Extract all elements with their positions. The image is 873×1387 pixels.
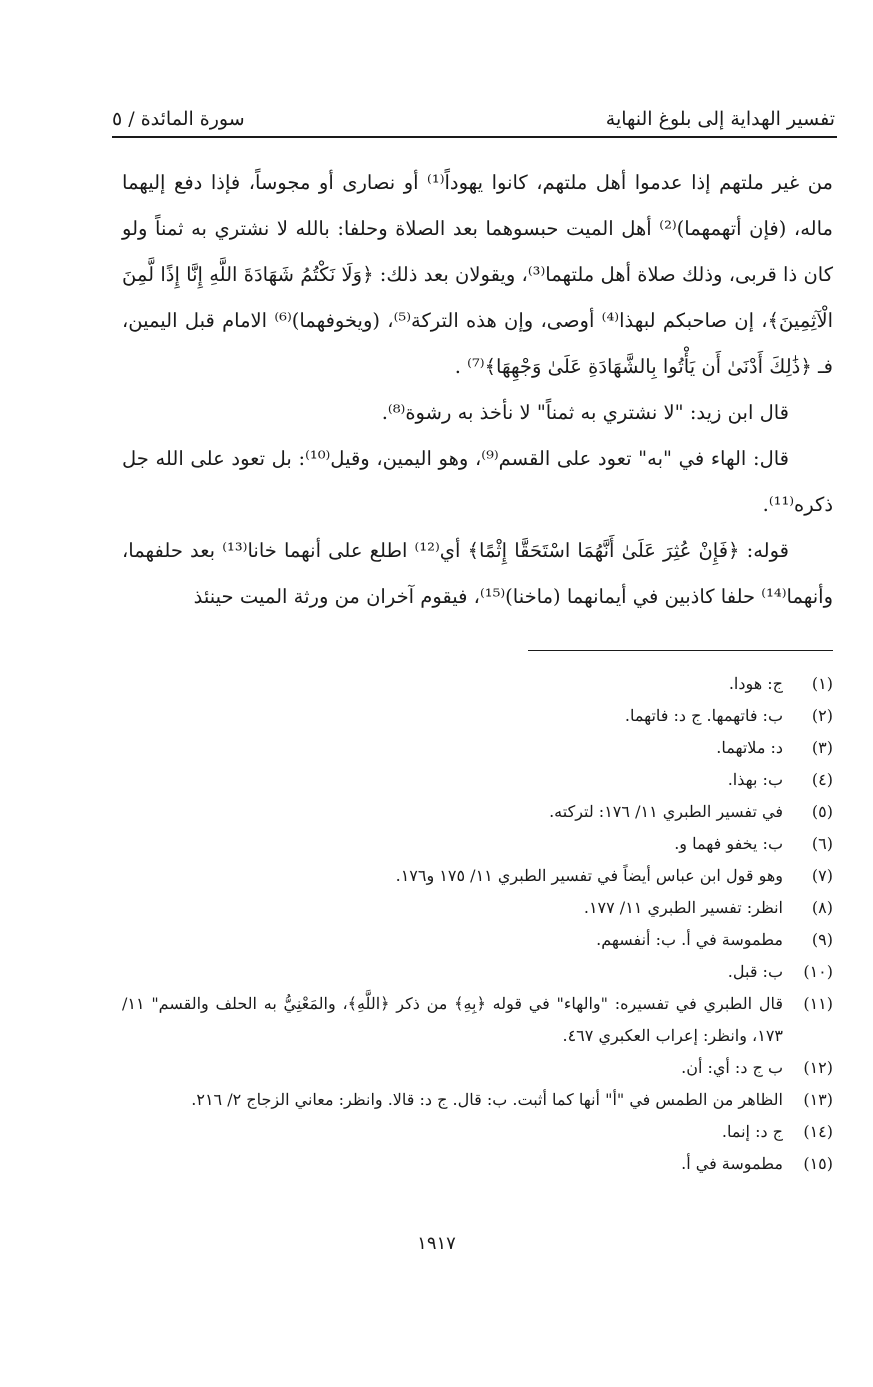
footnotes	[122, 668, 833, 1180]
footnote-number: (٣)	[811, 738, 833, 757]
footnote	[122, 860, 833, 892]
footnote-number: (٧)	[811, 866, 833, 885]
footnote-number: (٥)	[811, 802, 833, 821]
footnote	[122, 1148, 833, 1180]
header-rule	[112, 136, 837, 138]
footnote-number: (١١)	[803, 994, 833, 1013]
footnote-number: (١٣)	[803, 1090, 833, 1109]
paragraph: قال ابن زيد: "لا نشتري به ثمناً" لا نأخذ به رشوة⁽⁸⁾.	[381, 401, 789, 424]
footnote-text: د: ملاتهما.	[716, 738, 783, 757]
paragraph: قال: الهاء في "به" تعود على القسم⁽⁹⁾، وهو اليمين، وقيل⁽¹⁰⁾: بل تعود على الله جل ذكره⁽¹¹⁾.	[122, 447, 833, 516]
footnote	[122, 956, 833, 988]
footnote-number: (١٥)	[803, 1154, 833, 1173]
footnote	[122, 1084, 833, 1116]
footnote-number: (٦)	[811, 834, 833, 853]
footnote-text: ب: قبل.	[727, 962, 783, 981]
footnote-number: (٨)	[811, 898, 833, 917]
footnote-number: (٩)	[811, 930, 833, 949]
footnote-text: ج: هودا.	[728, 674, 783, 693]
footnote	[122, 732, 833, 764]
footnote	[122, 892, 833, 924]
footnote-text: وهو قول ابن عباس أيضاً في تفسير الطبري ١١/ ١٧٥ و١٧٦.	[395, 866, 783, 885]
surah-reference: سورة المائدة / ٥	[112, 108, 245, 130]
footnote	[122, 988, 833, 1052]
footnote-text: ب: بهذا.	[727, 770, 783, 789]
footnote-text: الظاهر من الطمس في "أ" أنها كما أثبت. ب: قال. ج د: قالا. وانظر: معاني الزجاج ٢/ ٢١٦.	[191, 1090, 783, 1109]
footnote-number: (٤)	[811, 770, 833, 789]
footnote-number: (٢)	[811, 706, 833, 725]
footnote	[122, 700, 833, 732]
running-header	[112, 96, 835, 130]
footnote-text: ج د: إنما.	[721, 1122, 783, 1141]
footnote	[122, 796, 833, 828]
footnote	[122, 1116, 833, 1148]
footnote	[122, 924, 833, 956]
page-number: ١٩١٧	[417, 1233, 456, 1254]
footnote-number: (١٤)	[803, 1122, 833, 1141]
footnote	[122, 828, 833, 860]
footnote-text: ب: فاتهمها. ج د: فاتهما.	[624, 706, 783, 725]
footnote-text: ب: يخفو فهما و.	[674, 834, 783, 853]
footnote-number: (١٠)	[803, 962, 833, 981]
paragraph: قوله: ﴿فَإِنْ عُثِرَ عَلَىٰ أَنَّهُمَا اسْتَحَقَّا إِثْمًا﴾ أي⁽¹²⁾ اطلع على أنهما خانا⁽¹³⁾ بعد حلفهما، وأنهما⁽¹⁴⁾ حلفا كاذبين في أيمانهما (ماخنا)⁽¹⁵⁾، فيقوم آخران من ورثة الميت حينئذ	[122, 539, 833, 608]
paragraph: من غير ملتهم إذا عدموا أهل ملتهم، كانوا يهوداً⁽¹⁾ أو نصارى أو مجوساً، فإذا دفع إليهما ماله، (فإن أتهمهما)⁽²⁾ أهل الميت حبسوهما بعد الصلاة وحلفا: بالله لا نشتري به ثمناً ولو كان ذا قربى، وذلك صلاة أهل ملتهما⁽³⁾، ويقولان بعد ذلك: ﴿وَلَا نَكْتُمُ شَهَادَةَ اللَّهِ إِنَّا إِذًا لَّمِنَ الْآثِمِينَ﴾، إن صاحبكم لبهذا⁽⁴⁾ أوصى، وإن هذه التركة⁽⁵⁾، (ويخوفهما)⁽⁶⁾ الامام قبل اليمين، فـ ﴿ذَٰلِكَ أَدْنَىٰ أَن يَأْتُوا بِالشَّهَادَةِ عَلَىٰ وَجْهِهَا﴾⁽⁷⁾ .	[122, 171, 834, 378]
book-title: تفسير الهداية إلى بلوغ النهاية	[605, 108, 835, 130]
footnote-text: مطموسة في أ.	[681, 1154, 783, 1173]
footnote	[122, 668, 833, 700]
footnote-number: (١)	[811, 674, 833, 693]
footnote-number: (١٢)	[803, 1058, 833, 1077]
footnote-text: انظر: تفسير الطبري ١١/ ١٧٧.	[583, 898, 783, 917]
footnote	[122, 1052, 833, 1084]
footnote-text: مطموسة في أ. ب: أنفسهم.	[596, 930, 783, 949]
main-text	[122, 160, 833, 620]
footnote-text: ب ج د: أي: أن.	[681, 1058, 783, 1077]
footnote-text: قال الطبري في تفسيره: "والهاء" في قوله ﴿بِهِ﴾ من ذكر ﴿اللَّهِ﴾، والمَعْنِيُّ به الحلف والقسم" ١١/ ١٧٣، وانظر: إعراب العكبري ٤٦٧.	[122, 994, 783, 1045]
footnote	[122, 764, 833, 796]
footnote-separator	[528, 650, 833, 651]
footnote-text: في تفسير الطبري ١١/ ١٧٦: لتركته.	[549, 802, 783, 821]
